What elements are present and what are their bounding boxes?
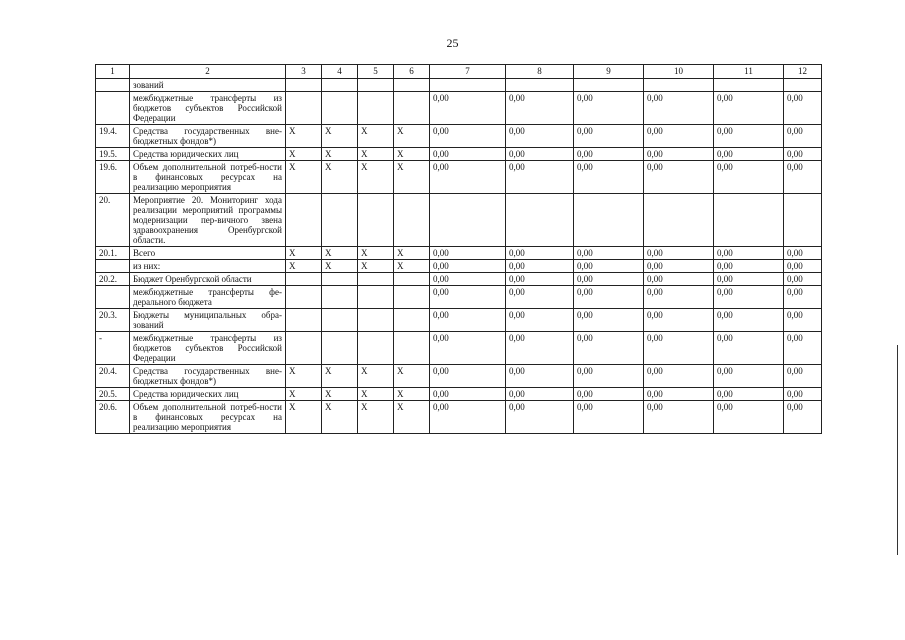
cell-v9: 0,00: [574, 161, 644, 194]
column-header-7: 7: [430, 65, 506, 79]
cell-v11: 0,00: [714, 273, 784, 286]
cell-c4: X: [322, 365, 358, 388]
financing-table: [95, 64, 822, 434]
cell-num: 19.6.: [96, 161, 130, 194]
cell-v12: 0,00: [784, 161, 822, 194]
cell-num: [96, 79, 130, 92]
cell-v11: 0,00: [714, 148, 784, 161]
cell-c6: X: [394, 365, 430, 388]
cell-num: [96, 260, 130, 273]
cell-v7: 0,00: [430, 309, 506, 332]
cell-c3: X: [286, 260, 322, 273]
cell-num: 20.5.: [96, 388, 130, 401]
table-row: [96, 332, 822, 365]
cell-v8: 0,00: [506, 260, 574, 273]
cell-c4: [322, 332, 358, 365]
cell-num: [96, 92, 130, 125]
cell-v10: 0,00: [644, 273, 714, 286]
cell-c6: X: [394, 388, 430, 401]
column-header-5: 5: [358, 65, 394, 79]
cell-desc: Средства государственных вне-бюджетных фондов*): [130, 365, 286, 388]
cell-num: 19.4.: [96, 125, 130, 148]
cell-v9: 0,00: [574, 332, 644, 365]
cell-c3: [286, 332, 322, 365]
cell-c6: [394, 332, 430, 365]
table-row: [96, 286, 822, 309]
table-row: [96, 125, 822, 148]
cell-c5: [358, 79, 394, 92]
cell-v8: 0,00: [506, 161, 574, 194]
cell-c3: [286, 286, 322, 309]
column-header-8: 8: [506, 65, 574, 79]
cell-c5: [358, 332, 394, 365]
cell-c6: [394, 194, 430, 247]
cell-v11: 0,00: [714, 125, 784, 148]
cell-v12: 0,00: [784, 286, 822, 309]
cell-v7: 0,00: [430, 332, 506, 365]
cell-v11: 0,00: [714, 332, 784, 365]
cell-v10: 0,00: [644, 92, 714, 125]
cell-v7: 0,00: [430, 247, 506, 260]
cell-num: [96, 286, 130, 309]
cell-c6: X: [394, 401, 430, 434]
cell-v7: 0,00: [430, 273, 506, 286]
cell-c6: X: [394, 161, 430, 194]
cell-v12: 0,00: [784, 247, 822, 260]
cell-v9: 0,00: [574, 247, 644, 260]
cell-v12: 0,00: [784, 273, 822, 286]
column-header-3: 3: [286, 65, 322, 79]
cell-v9: 0,00: [574, 365, 644, 388]
column-header-10: 10: [644, 65, 714, 79]
cell-c5: X: [358, 365, 394, 388]
cell-c4: X: [322, 260, 358, 273]
cell-v7: 0,00: [430, 401, 506, 434]
cell-v8: 0,00: [506, 125, 574, 148]
cell-v10: 0,00: [644, 161, 714, 194]
cell-v7: [430, 194, 506, 247]
table-row: [96, 365, 822, 388]
cell-v9: 0,00: [574, 401, 644, 434]
cell-c5: X: [358, 125, 394, 148]
cell-c3: X: [286, 161, 322, 194]
cell-desc: межбюджетные трансферты из бюджетов субъектов Российской Федерации: [130, 92, 286, 125]
header-row: [96, 65, 822, 79]
cell-v11: 0,00: [714, 92, 784, 125]
cell-c3: X: [286, 247, 322, 260]
table-row: [96, 401, 822, 434]
cell-c5: X: [358, 148, 394, 161]
cell-c4: X: [322, 401, 358, 434]
cell-v9: 0,00: [574, 260, 644, 273]
column-header-6: 6: [394, 65, 430, 79]
cell-v10: 0,00: [644, 332, 714, 365]
cell-desc: Бюджеты муниципальных обра-зований: [130, 309, 286, 332]
cell-v12: 0,00: [784, 332, 822, 365]
cell-c4: X: [322, 247, 358, 260]
cell-v10: [644, 194, 714, 247]
cell-v12: 0,00: [784, 92, 822, 125]
cell-v8: 0,00: [506, 365, 574, 388]
cell-v11: 0,00: [714, 161, 784, 194]
cell-v12: 0,00: [784, 401, 822, 434]
cell-v10: 0,00: [644, 365, 714, 388]
cell-num: 20.: [96, 194, 130, 247]
cell-c4: [322, 309, 358, 332]
cell-v11: 0,00: [714, 260, 784, 273]
column-header-1: 1: [96, 65, 130, 79]
cell-c6: [394, 286, 430, 309]
cell-v7: [430, 79, 506, 92]
cell-c6: [394, 92, 430, 125]
cell-v8: 0,00: [506, 332, 574, 365]
column-header-4: 4: [322, 65, 358, 79]
cell-desc: зований: [130, 79, 286, 92]
cell-v11: 0,00: [714, 388, 784, 401]
table-row: [96, 388, 822, 401]
cell-c3: X: [286, 365, 322, 388]
cell-c4: X: [322, 161, 358, 194]
cell-v8: 0,00: [506, 273, 574, 286]
cell-v12: 0,00: [784, 365, 822, 388]
cell-c3: [286, 309, 322, 332]
table-row: [96, 79, 822, 92]
page-number: 25: [446, 36, 459, 50]
cell-c5: X: [358, 401, 394, 434]
scan-edge-line: [897, 345, 898, 555]
cell-v10: 0,00: [644, 309, 714, 332]
cell-c4: [322, 194, 358, 247]
cell-num: 20.2.: [96, 273, 130, 286]
cell-c3: X: [286, 388, 322, 401]
cell-c5: [358, 194, 394, 247]
cell-v8: 0,00: [506, 388, 574, 401]
column-header-9: 9: [574, 65, 644, 79]
cell-c6: X: [394, 125, 430, 148]
column-header-2: 2: [130, 65, 286, 79]
cell-v12: [784, 194, 822, 247]
cell-v10: 0,00: [644, 260, 714, 273]
cell-v8: [506, 194, 574, 247]
cell-v9: 0,00: [574, 388, 644, 401]
cell-v12: 0,00: [784, 309, 822, 332]
cell-desc: межбюджетные трансферты из бюджетов субъектов Российской Федерации: [130, 332, 286, 365]
cell-v10: 0,00: [644, 388, 714, 401]
column-header-11: 11: [714, 65, 784, 79]
cell-num: 20.1.: [96, 247, 130, 260]
cell-c6: [394, 309, 430, 332]
cell-c5: X: [358, 247, 394, 260]
cell-v11: 0,00: [714, 309, 784, 332]
cell-num: 19.5.: [96, 148, 130, 161]
cell-desc: Объем дополнительной потреб-ности в финансовых ресурсах на реализацию мероприятия: [130, 161, 286, 194]
cell-c4: [322, 273, 358, 286]
cell-v11: [714, 79, 784, 92]
table-row: [96, 161, 822, 194]
cell-v12: 0,00: [784, 125, 822, 148]
cell-v7: 0,00: [430, 125, 506, 148]
cell-v11: 0,00: [714, 286, 784, 309]
cell-c5: [358, 286, 394, 309]
cell-c4: X: [322, 388, 358, 401]
cell-v10: 0,00: [644, 125, 714, 148]
cell-v12: 0,00: [784, 260, 822, 273]
cell-v7: 0,00: [430, 286, 506, 309]
cell-num: -: [96, 332, 130, 365]
cell-c6: X: [394, 260, 430, 273]
cell-v7: 0,00: [430, 260, 506, 273]
cell-desc: Средства юридических лиц: [130, 388, 286, 401]
cell-v7: 0,00: [430, 161, 506, 194]
cell-v8: 0,00: [506, 92, 574, 125]
column-header-12: 12: [784, 65, 822, 79]
cell-v10: 0,00: [644, 286, 714, 309]
table-row: [96, 309, 822, 332]
cell-v9: 0,00: [574, 286, 644, 309]
cell-c3: X: [286, 148, 322, 161]
cell-c3: [286, 92, 322, 125]
table-row: [96, 247, 822, 260]
cell-c4: [322, 92, 358, 125]
cell-desc: Объем дополнительной потреб-ности в финансовых ресурсах на реализацию мероприятия: [130, 401, 286, 434]
cell-c4: [322, 286, 358, 309]
cell-c5: [358, 92, 394, 125]
cell-v10: 0,00: [644, 247, 714, 260]
cell-c5: X: [358, 161, 394, 194]
cell-v12: 0,00: [784, 148, 822, 161]
cell-v8: 0,00: [506, 309, 574, 332]
table-row: [96, 273, 822, 286]
cell-c5: [358, 309, 394, 332]
cell-v9: 0,00: [574, 92, 644, 125]
cell-v7: 0,00: [430, 92, 506, 125]
cell-v11: 0,00: [714, 365, 784, 388]
cell-desc: Средства государственных вне-бюджетных фондов*): [130, 125, 286, 148]
cell-desc: Мероприятие 20. Мониторинг хода реализации мероприятий программы модернизации пер-вичного звена здравоохранения Оренбургской области.: [130, 194, 286, 247]
cell-c5: X: [358, 388, 394, 401]
cell-c6: [394, 79, 430, 92]
cell-num: 20.4.: [96, 365, 130, 388]
cell-v8: 0,00: [506, 286, 574, 309]
cell-v10: 0,00: [644, 401, 714, 434]
cell-c6: X: [394, 148, 430, 161]
cell-v7: 0,00: [430, 365, 506, 388]
cell-v12: [784, 79, 822, 92]
cell-c3: X: [286, 125, 322, 148]
cell-desc: Бюджет Оренбургской области: [130, 273, 286, 286]
cell-c6: X: [394, 247, 430, 260]
cell-c3: [286, 79, 322, 92]
cell-c3: [286, 194, 322, 247]
cell-c3: X: [286, 401, 322, 434]
cell-v8: [506, 79, 574, 92]
cell-desc: Всего: [130, 247, 286, 260]
cell-v8: 0,00: [506, 148, 574, 161]
cell-v12: 0,00: [784, 388, 822, 401]
table-row: [96, 260, 822, 273]
cell-c6: [394, 273, 430, 286]
cell-c4: X: [322, 148, 358, 161]
cell-desc: из них:: [130, 260, 286, 273]
table-row: [96, 194, 822, 247]
cell-v8: 0,00: [506, 401, 574, 434]
cell-v9: [574, 79, 644, 92]
cell-c5: X: [358, 260, 394, 273]
cell-v11: 0,00: [714, 401, 784, 434]
cell-v10: 0,00: [644, 148, 714, 161]
cell-v9: [574, 194, 644, 247]
cell-v10: [644, 79, 714, 92]
cell-num: 20.6.: [96, 401, 130, 434]
table-row: [96, 148, 822, 161]
cell-v9: 0,00: [574, 148, 644, 161]
cell-v9: 0,00: [574, 125, 644, 148]
cell-v9: 0,00: [574, 309, 644, 332]
cell-c4: [322, 79, 358, 92]
cell-c4: X: [322, 125, 358, 148]
cell-num: 20.3.: [96, 309, 130, 332]
cell-c5: [358, 273, 394, 286]
cell-v7: 0,00: [430, 388, 506, 401]
cell-v8: 0,00: [506, 247, 574, 260]
cell-desc: Средства юридических лиц: [130, 148, 286, 161]
cell-v11: 0,00: [714, 247, 784, 260]
cell-c3: [286, 273, 322, 286]
table-row: [96, 92, 822, 125]
cell-desc: межбюджетные трансферты фе-дерального бюджета: [130, 286, 286, 309]
cell-v11: [714, 194, 784, 247]
cell-v7: 0,00: [430, 148, 506, 161]
table-body: [96, 79, 822, 434]
cell-v9: 0,00: [574, 273, 644, 286]
